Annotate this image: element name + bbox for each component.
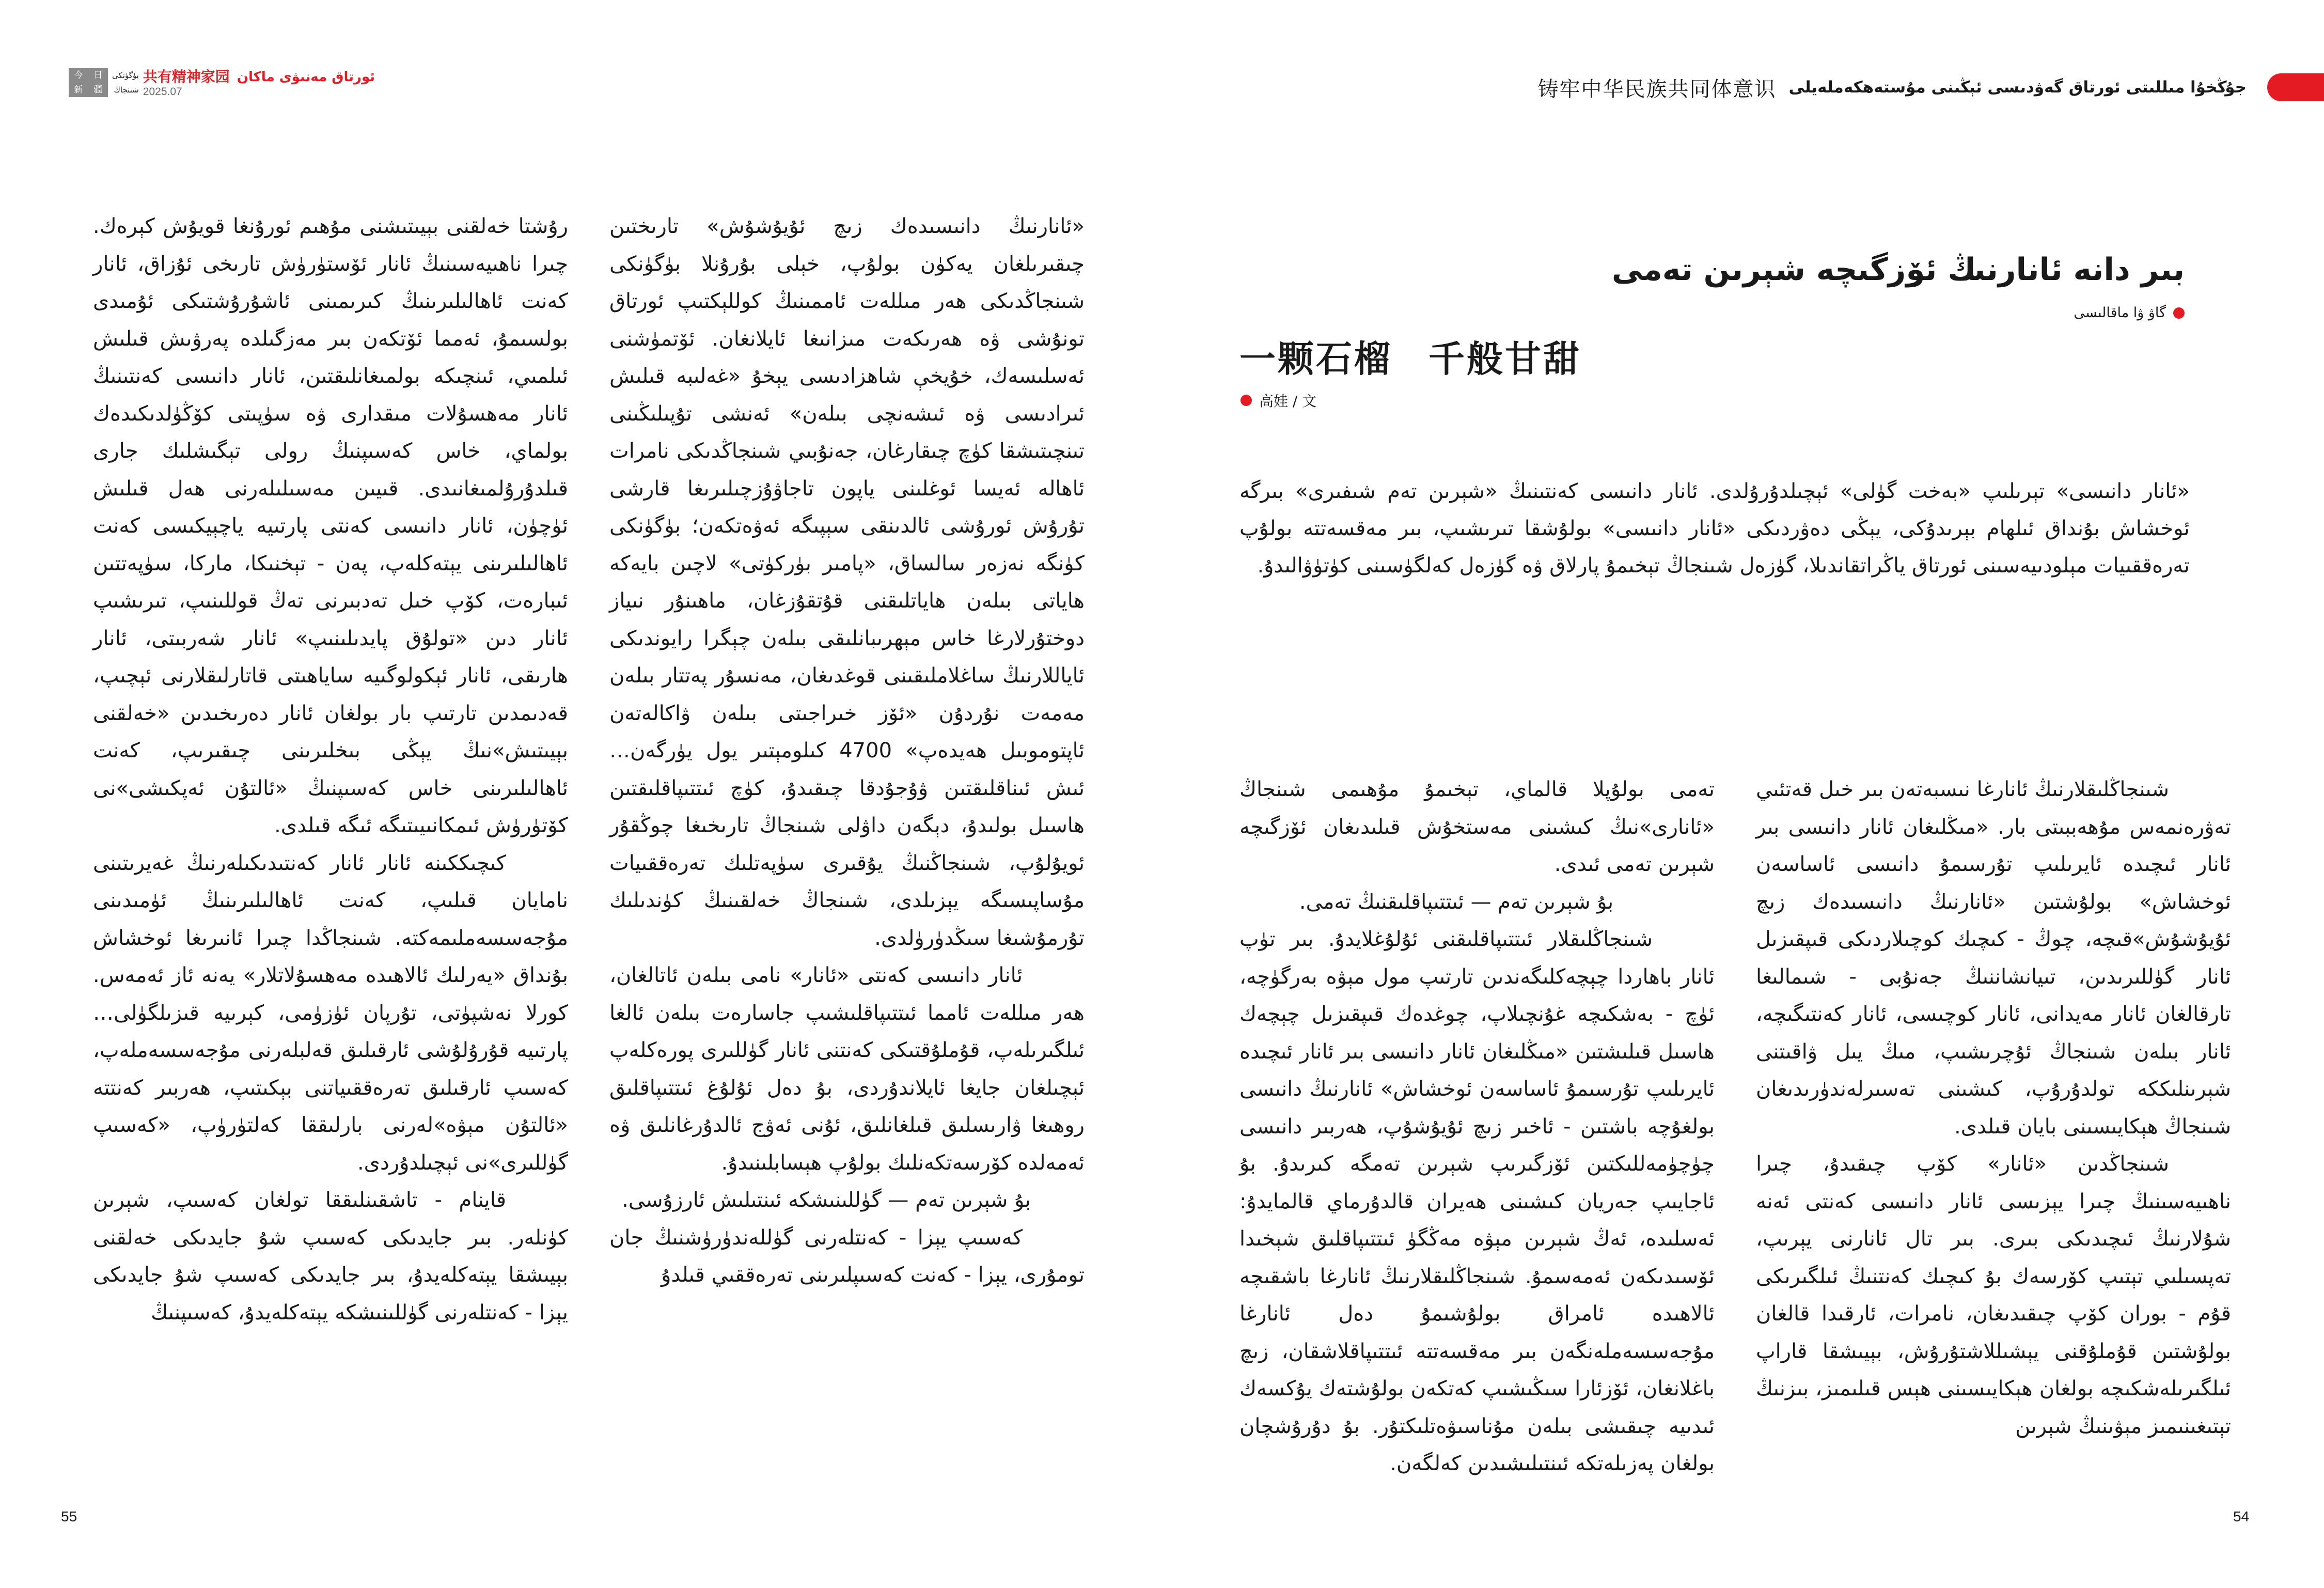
paragraph: «ئانارنىڭ دانىسىدەك زىچ ئۇيۇشۇش» تارىختىن چىقىرىلغان يەكۈن بولۇپ، خېلى بۇرۇنلا بۈگۈنكى شىنجاڭدىكى ھەر مىللەت ئاممىنىڭ كوللېكتىپ ئورتاق تونۇشى ۋە ھەرىكەت مىزانىغا ئايلانغان. ئۆتمۈشنى ئەسلىسەك، خۇيخې شاھزادىسى يېخۇ «غەلىبە قىلىش ئىرادىسى ۋە ئىشەنچى بىلەن» ئەنشى تۇپىلىڭىنى تىنچىتىشقا كۈچ چىقارغان، جەنۇبىي شىنجاڭدىكى نامرات ئاھالە ئەيسا ئوغلىنى ياپون تاجاۋۇزچىلىرىغا قارشى تۇرۇش ئورۇشى ئالدىنقى سېپىگە ئەۋەتكەن؛ بۈگۈنكى كۈنگە نەزەر سالساق، «پامىر بۈركۈتى» لاچىن بايەكە ھاياتى بىلەن ھاياتلىقنى قۇتقۇزغان، ماھىنۇر نىياز دوختۇرلارغا خاس مېھرىبانلىقى بىلەن چېگرا رايوندىكى ئاياللارنىڭ ساغلاملىقىنى قوغدىغان، مەنسۇر پەتتار بىلەن مەمەت نۇردۇن «ئۆز خىراجىتى بىلەن ۋاكالەتەن ئاپتوموبىل ھەيدەپ» 4700 كىلومېتىر يول يۈرگەن… ئىش ئىناقلىقتىن ۋۇجۇدقا چىقىدۇ، كۈچ ئىتتىپاقلىقتىن ھاسىل بولىدۇ، دېگەن داۋلى شىنجاڭ تارىخىغا چوڭقۇر ئويۇلۇپ، شىنجاڭنىڭ يۇقىرى سۈپەتلىك تەرەققىيات مۇساپىسىگە يېزىلدى، شىنجاڭ خەلقىنىڭ كۈندىلىك تۇرمۇشىغا سىڭدۈرۈلدى. [609,214,1085,950]
slogan-ug: جۇڭخۇا مىللىتى ئورتاق گەۋدىسى ئېڭىنى مۇستەھكەملەيلى [1788,78,2247,97]
section-title-cn: 共有精神家园 [143,68,230,85]
paragraph: شىنجاڭدىن «ئانار» كۆپ چىقىدۇ، چىرا ناھىيەسىنىڭ چىرا يېزىسى ئانار دانىسى كەنتى ئەنە شۇلارنىڭ ئىچىدىكى بىرى. بىر تال ئانارنى يېرىپ، تەپسىلىي تېتىپ كۆرسەك بۇ كىچىك كەنتنىڭ ئىلگىرىكى قۇم - بوران كۆپ چىقىدىغان، نامرات، ئارقىدا قالغان بولۇشتىن قۇملۇقنى يېشىللاشتۇرۇش، بېيىشقا قاراپ ئىلگىرىلەشكىچە بولغان ھېكايىسىنى ھېس قىلىمىز، بىزنىڭ تېتىغىنىمىز مېۋىنىڭ شېرىن [1756,1152,2231,1438]
article-title-cn [1239,336,1581,382]
section-titles [143,68,375,86]
page-number-right: 54 [2233,1508,2250,1524]
slogan-cn: 铸牢中华民族共同体意识 [1537,77,1777,101]
paragraph: رۇشتا خەلقنى بېيىتىشنى مۇھىم ئورۇنغا قويۇش كېرەك. چىرا ناھىيەسىنىڭ ئانار ئۆستۈرۈش تارىخى ئۇزاق، ئانار كەنت ئاھالىلىرىنىڭ كىرىمىنى ئاشۇرۇشتىكى ئۇمىدى بولسىمۇ، ئەمما ئۆتكەن بىر مەزگىلدە پەرۋىش قىلىش ئىلمىي، ئىنچىكە بولمىغانلىقتىن، ئانار دانىسى كەنتىنىڭ ئانار مەھسۇلات مىقدارى ۋە سۈپىتى كۆڭۈلدىكىدەك بولماي، خاس كەسىپنىڭ رولى تېگىشلىك جارى قىلدۇرۇلمىغانىدى. قىيىن مەسىلىلەرنى ھەل قىلىش ئۈچۈن، ئانار دانىسى كەنتى پارتىيە ياچېيكىسى كەنت ئاھالىلىرىنى يېتەكلەپ، پەن - تېخنىكا، ماركا، سۈپەتتىن ئىبارەت، كۆپ خىل تەدبىرنى تەڭ قوللىنىپ، تىرىشىپ ئانار دىن «تولۇق پايدىلىنىپ» ئانار شەربىتى، ئانار ھارىقى، ئانار ئېكولوگىيە ساياھىتى قاتارلىقلارنى ئېچىپ، قەدىمدىن تارتىپ بار بولغان ئانار دەرىخىدىن «خەلقنى بېيىتىش»نىڭ يېڭى بىخلىرىنى چىقىرىپ، كەنت ئاھالىلىرىنى خاس كەسىپنىڭ «ئالتۇن ئەپكىشى»نى كۆتۈرۈش ئىمكانىيىتىگە ئىگە قىلدى. [93,214,568,837]
page-number-left: 55 [61,1508,77,1524]
paragraph: شىنجاڭلىقلارنىڭ ئانارغا نىسبەتەن بىر خىل قەتئىي تەۋرەنمەس مۇھەببىتى بار. «مىڭلىغان ئانار دانىسى بىر ئانار ئىچىدە ئايرىلىپ تۇرسىمۇ دانىسى ئاساسەن ئوخشاش» بولۇشتىن «ئانارنىڭ دانىسىدەك زىچ ئۇيۇشۇش»قىچە، چوڭ - كىچىك كوچىلاردىكى قىپقىزىل ئانار گۈللىرىدىن، تىيانشاننىڭ جەنۇبى - شىمالىغا تارقالغان ئانار مەيدانى، ئانار كوچىسى، ئانار كەنتىگىچە، ئانار بىلەن شىنجاڭ ئۇچرىشىپ، مىڭ يىل ۋاقىتنى شېرىنلىككە تولدۇرۇپ، كىشىنى تەسىرلەندۈرىدىغان شىنجاڭ ھېكايىسىنى بايان قىلدى. [1756,777,2231,1139]
article-title-ug: بىر دانە ئانارنىڭ ئۆزگىچە شېرىن تەمى [1611,252,2185,288]
logo-char: 新 [74,85,83,95]
column-right-page-left [1239,771,1715,1483]
column-left-page-left [93,208,568,1331]
title-cn-part1: 一颗石榴 [1239,338,1392,380]
byline-ug-text: گاۋ ۋا ماقالىسى [2074,305,2166,321]
byline-cn-text: 高娃 / 文 [1259,393,1317,410]
logo-char: 疆 [93,85,103,95]
logo-uyghur [112,68,139,97]
column-left-page-right [609,208,1085,1294]
byline-ug [2074,305,2185,321]
paragraph: تەمى بولۇپلا قالماي، تېخىمۇ مۇھىمى شىنجاڭ «ئانارى»نىڭ كىشىنى مەستخۇش قىلىدىغان ئۆزگىچە شېرىن تەمى ئىدى. [1239,777,1715,876]
issue-date: 2025.07 [143,86,182,98]
right-running-header [1538,71,2324,103]
title-cn-part2: 千般甘甜 [1428,338,1581,380]
section-title-ug: ئورتاق مەنىۋى ماكان [237,69,375,85]
logo-char: 今 [74,70,83,81]
logo-ug-bottom: شىنجاڭ [114,85,139,95]
paragraph: بۇ شېرىن تەم — ئىتتىپاقلىقنىڭ تەمى. [1299,890,1614,914]
logo-char: 日 [93,70,103,81]
paragraph: بۇ شېرىن تەم — گۈللىنىشكە ئىنتىلىش ئارزۇسى. [622,1188,1031,1212]
article-intro: «ئانار دانىسى» تېرىلىپ «بەخت گۈلى» ئېچىلدۇرۇلدى. ئانار دانىسى كەنتىنىڭ «شېرىن تەم شىفىرى» بىرگە ئوخشاش بۇنداق ئىلھام بېرىدۇكى، يېڭى دەۋردىكى «ئانار دانىسى» بولۇشقا تىرىشىپ، بىر مەقسەتتە بولۇپ تەرەققىيات مېلودىيەسىنى ئورتاق ياڭراتقاندىلا، گۈزەل شىنجاڭ تېخىمۇ پارلاق ۋە گۈزەل كەلگۈسىنى كۈتۈۋالىدۇ. [1239,479,2190,578]
red-section-tab [2267,73,2324,101]
column-right-page-right [1756,771,2231,1445]
paragraph: قاينام - تاشقىنلىققا تولغان كەسىپ، شېرىن كۈنلەر. بىر جايدىكى كەسىپ شۇ جايدىكى خەلقنى بېيىشقا يېتەكلەيدۇ، بىر جايدىكى كەسىپ شۇ جايدىكى يېزا - كەنتلەرنى گۈللىنىشكە يېتەكلەيدۇ، كەسىپنىڭ [93,1188,568,1325]
byline-cn [1240,390,1316,411]
logo-ug-top: بۈگۈنكى [112,71,139,80]
bullet-dot-icon [1240,395,1252,406]
section-heading-group [143,68,375,98]
paragraph: كىچىككىنە ئانار ئانار كەنتىدىكىلەرنىڭ غەيرىتىنى نامايان قىلىپ، كەنت ئاھالىلىرىنىڭ ئۈمىدىنى مۇجەسسەملىمەكتە. شىنجاڭدا چىرا ئانىرىغا ئوخشاش بۇنداق «يەرلىك ئالاھىدە مەھسۇلاتلار» يەنە ئاز ئەمەس. كورلا نەشپۈتى، تۇرپان ئۈزۈمى، كېرىيە قىزىلگۈلى… پارتىيە قۇرۇلۇشى ئارقىلىق قەلبلەرنى مۇجەسسەملەپ، كەسىپ ئارقىلىق تەرەققىياتنى بېكىتىپ، ھەربىر كەنتتە «ئالتۇن مېۋە»لەرنى بارلىققا كەلتۈرۈپ، «كەسىپ گۈللىرى»نى ئېچىلدۇردى. [93,851,568,1175]
paragraph: ئانار دانىسى كەنتى «ئانار» نامى بىلەن ئاتالغان، ھەر مىللەت ئامما ئىتتىپاقلىشىپ جاسارەت بىلەن ئالغا ئىلگىرىلەپ، قۇملۇقتىكى كەنتنى ئانار گۈللىرى پورەكلەپ ئېچىلغان جايغا ئايلاندۇردى، بۇ دەل ئۇلۇغ ئىتتىپاقلىق روھىغا ۋارىسلىق قىلغانلىق، ئۇنى ئەۋج ئالدۇرغانلىق ۋە ئەمەلدە كۆرسەتكەنلىك بولۇپ ھېسابلىنىدۇ. [609,963,1085,1175]
left-running-header [69,68,375,98]
paragraph: كەسىپ يېزا - كەنتلەرنى گۈللەندۈرۈشنىڭ جان تومۇرى، يېزا - كەنت كەسىپلىرىنى تەرەققىي قىلدۇ [609,1225,1085,1287]
magazine-logo [69,68,108,97]
bullet-dot-icon [2173,307,2185,319]
paragraph: شىنجاڭلىقلار ئىتتىپاقلىقنى ئۇلۇغلايدۇ. بىر تۈپ ئانار باھاردا چېچەكلىگەندىن تارتىپ مول مېۋە بەرگۈچە، ئۈچ - بەشكىچە غۇنچىلاپ، چوغدەك قىپقىزىل چېچەك ھاسىل قىلىشتىن «مىڭلىغان ئانار دانىسى بىر ئانار ئىچىدە ئايرىلىپ تۇرسىمۇ ئاساسەن ئوخشاش» ئانارنىڭ دانىسى بولغۇچە باشتىن - ئاخىر زىچ ئۇيۇشۇپ، ھەربىر دانىسى چۈچۈمەللىكتىن ئۆزگىرىپ شېرىن تەمگە كىرىدۇ. بۇ ئاجايىپ جەريان كىشىنى ھەيران قالدۇرماي قالمايدۇ: ئەسلىدە، ئەڭ شېرىن مېۋە مەڭگۈ ئىتتىپاقلىق شېخىدا ئۆسىدىكەن ئەمەسمۇ. شىنجاڭلىقلارنىڭ ئانارغا باشقىچە ئالاھىدە ئامراق بولۇشىمۇ دەل ئانارغا مۇجەسسەملەنگەن بىر مەقسەتتە ئىتتىپاقلاشقان، زىچ باغلانغان، ئۆزئارا سىڭىشىپ كەتكەن بولۇشتەك يۇكسەك ئىدىيە چىقىشى بىلەن مۇناسىۋەتلىكتۇر. بۇ دۇرۇشچان بولغان پەزىلەتكە ئىنتىلىشىدىن كەلگەن. [1239,927,1715,1475]
